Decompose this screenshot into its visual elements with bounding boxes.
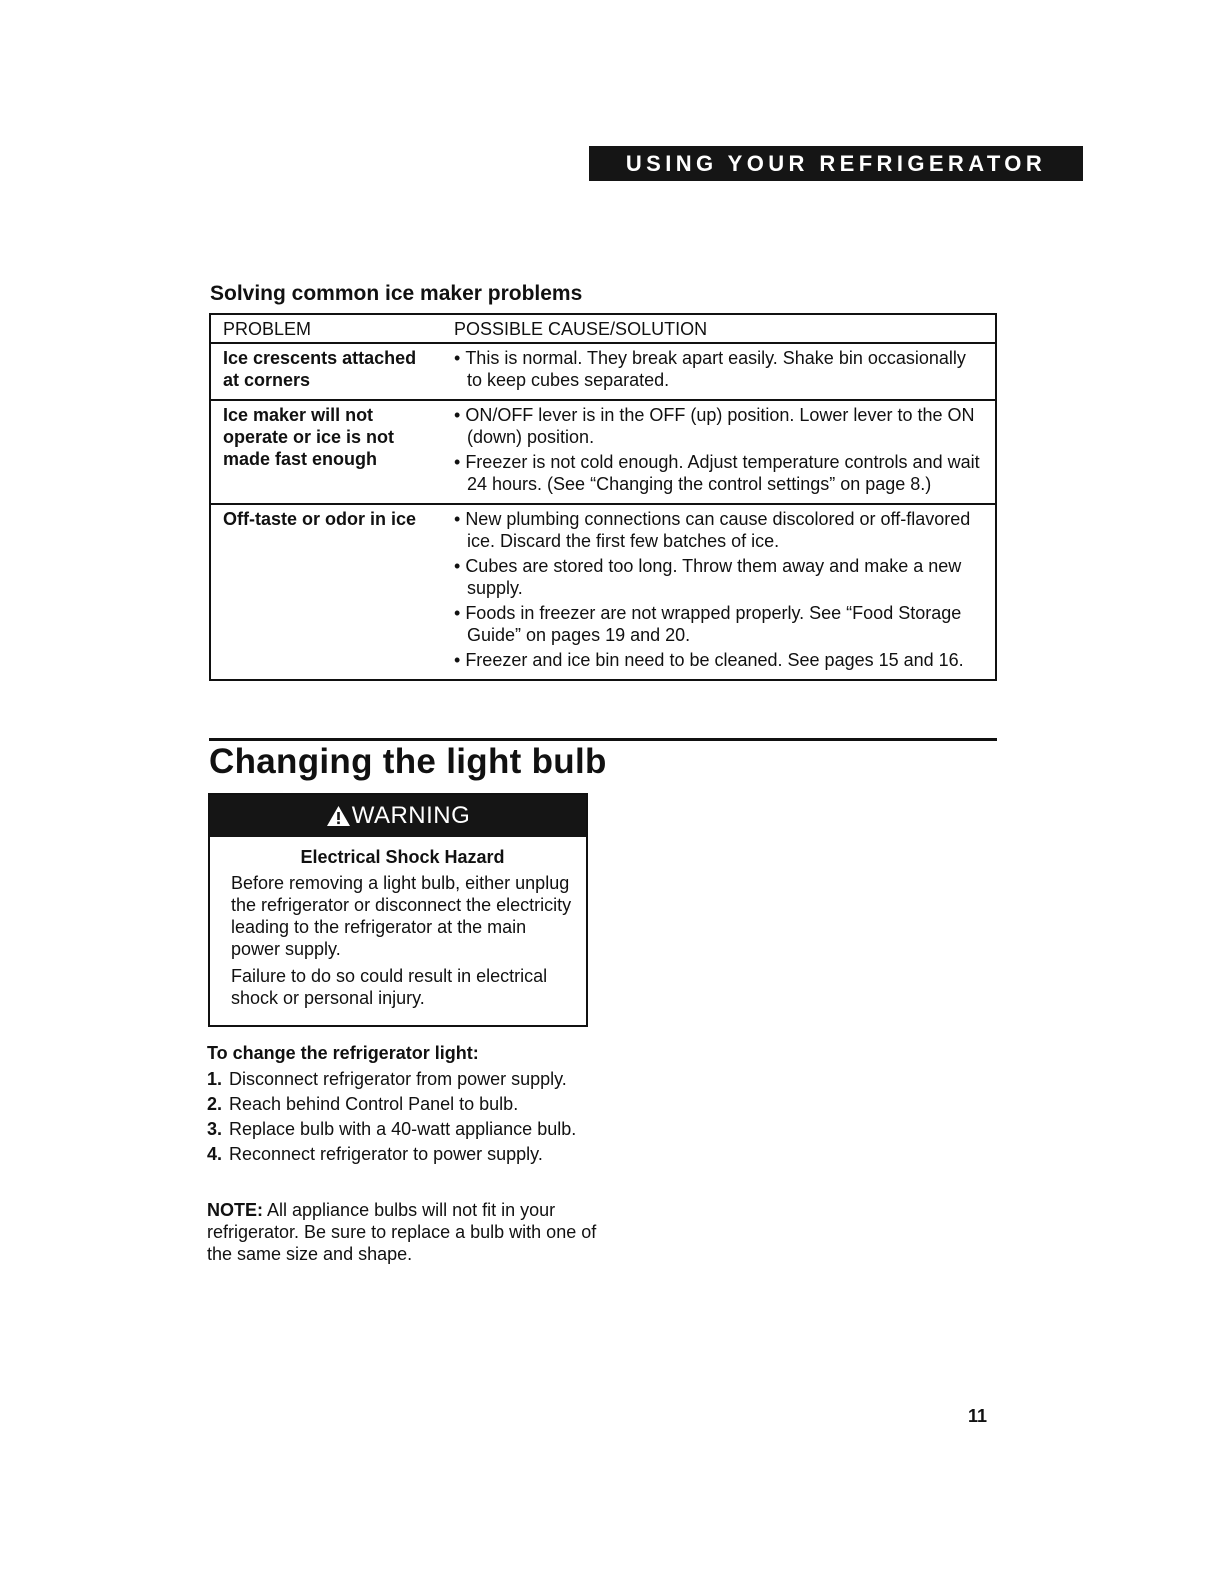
table-header-row — [210, 314, 996, 343]
steps-title: To change the refrigerator light: — [207, 1043, 479, 1063]
step-number: 3. — [207, 1119, 223, 1139]
warning-text: Before removing a light bulb, either unplug the refrigerator or disconnect the electricity leading to the refrigerator at the main power supply. — [231, 873, 572, 959]
solution-item: • Cubes are stored too long. Throw them away and make a new supply. — [454, 555, 983, 599]
note-paragraph — [207, 1199, 597, 1265]
solution-item: • Foods in freezer are not wrapped properly. See “Food Storage Guide” on pages 19 and 20. — [454, 602, 983, 646]
step-text: Replace bulb with a 40-watt appliance bulb. — [229, 1119, 577, 1139]
solution-cell — [442, 343, 996, 400]
solution-item: • ON/OFF lever is in the OFF (up) position. Lower lever to the ON (down) position. — [454, 404, 983, 448]
warning-triangle-icon — [326, 805, 351, 827]
solution-item: • Freezer is not cold enough. Adjust temperature controls and wait 24 hours. (See “Changing the control settings” on page 8.) — [454, 451, 983, 495]
solution-cell — [442, 504, 996, 680]
step-number: 1. — [207, 1069, 223, 1089]
step-number: 2. — [207, 1094, 223, 1114]
warning-label: WARNING — [351, 802, 471, 829]
section-divider — [209, 738, 997, 741]
page-number: 11 — [968, 1406, 988, 1426]
column-header-problem: PROBLEM — [210, 314, 442, 343]
step-number: 4. — [207, 1144, 223, 1164]
solution-item: • This is normal. They break apart easily. Shake bin occasionally to keep cubes separated. — [454, 347, 983, 391]
banner-text: USING YOUR REFRIGERATOR — [625, 150, 1047, 176]
list-item — [207, 1068, 607, 1090]
problem-cell: Off-taste or odor in ice — [210, 504, 442, 680]
problem-cell: Ice crescents attached at corners — [210, 343, 442, 400]
warning-body — [210, 837, 586, 1009]
list-item — [207, 1118, 607, 1140]
list-item — [207, 1143, 607, 1165]
section-banner — [589, 146, 1083, 181]
step-text: Reach behind Control Panel to bulb. — [229, 1094, 519, 1114]
column-header-solution: POSSIBLE CAUSE/SOLUTION — [442, 314, 996, 343]
step-text: Disconnect refrigerator from power supply. — [229, 1069, 567, 1089]
warning-consequence: Failure to do so could result in electrical shock or personal injury. — [231, 966, 548, 1008]
solution-item: • New plumbing connections can cause discolored or off-flavored ice. Discard the first few batches of ice. — [454, 508, 983, 552]
warning-box — [208, 793, 588, 1027]
hazard-title: Electrical Shock Hazard — [300, 847, 505, 867]
table-row — [210, 504, 996, 680]
note-text: All appliance bulbs will not fit in your refrigerator. Be sure to replace a bulb with one of the same size and shape. — [207, 1200, 597, 1264]
problem-cell: Ice maker will not operate or ice is not made fast enough — [210, 400, 442, 504]
bulb-section-title: Changing the light bulb — [209, 742, 607, 781]
list-item — [207, 1093, 607, 1115]
note-label: NOTE: — [207, 1200, 263, 1220]
step-text: Reconnect refrigerator to power supply. — [229, 1144, 543, 1164]
ice-section-title: Solving common ice maker problems — [210, 282, 583, 305]
ice-problems-table — [209, 313, 997, 681]
table-row — [210, 400, 996, 504]
solution-cell — [442, 400, 996, 504]
warning-header — [210, 795, 586, 837]
solution-item: • Freezer and ice bin need to be cleaned. See pages 15 and 16. — [454, 649, 983, 671]
steps-list — [207, 1068, 607, 1168]
table-row — [210, 343, 996, 400]
